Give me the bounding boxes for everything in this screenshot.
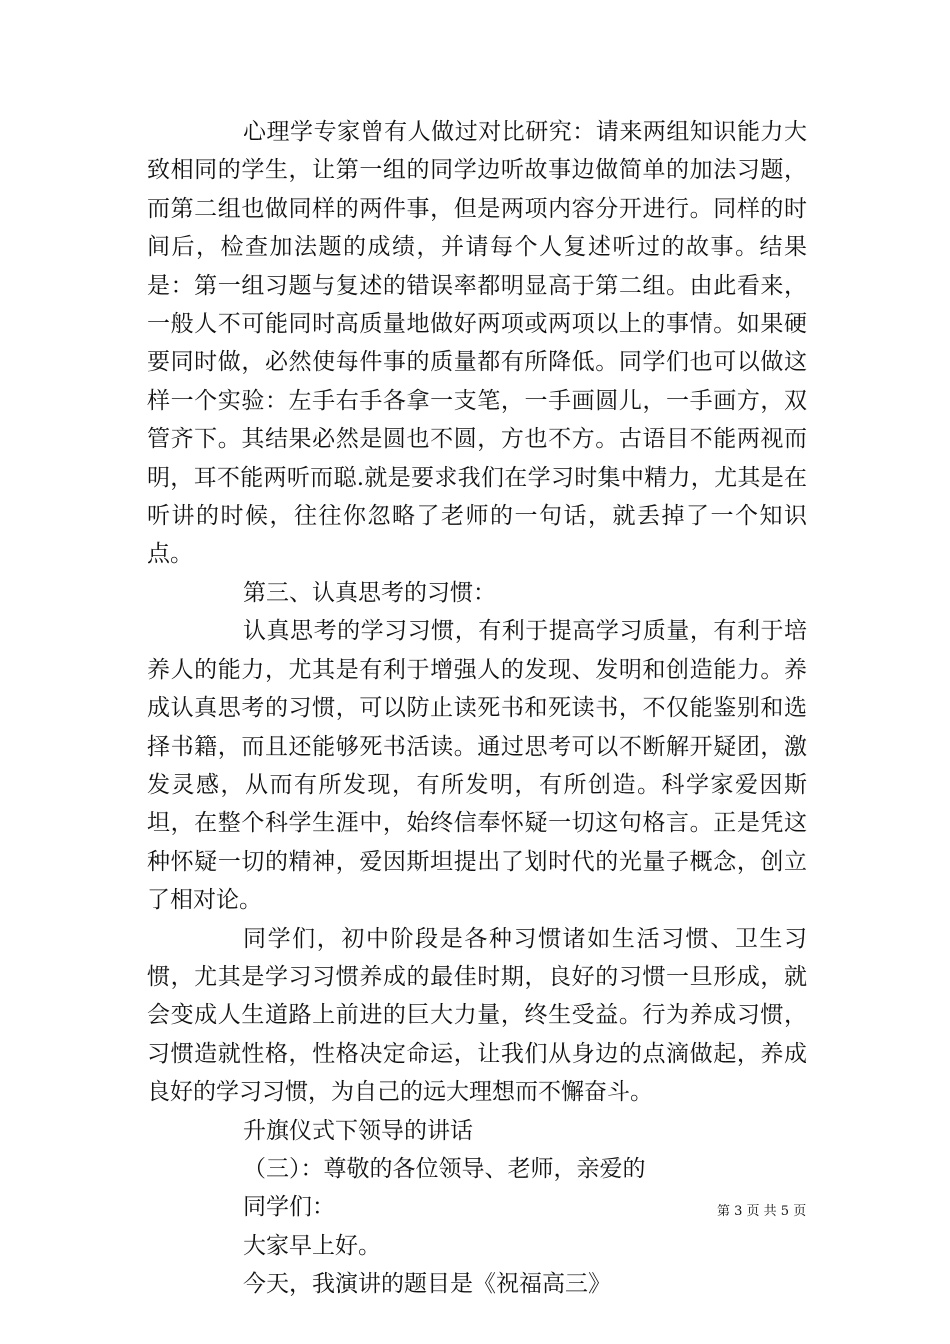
speech-title: 升旗仪式下领导的讲话: [243, 1117, 473, 1144]
section-heading-thinking-habit: 第三、认真思考的习惯：: [243, 579, 496, 606]
paragraph-focus-study: 心理学专家曾有人做过对比研究：请来两组知识能力大致相同的学生，让第一组的同学边听故事边做简单的加法习题，而第二组也做同样的两件事，但是两项内容分开进行。同样的时间后，检查加法题的成绩，并请每个人复述听过的故事。结果是：第一组习题与复述的错误率都明显高于第二组。由此看来，一般人不可能同时高质量地做好两项或两项以上的事情。如果硬要同时做，必然使每件事的质量都有所降低。同学们也可以做这样一个实验：左手右手各拿一支笔，一手画圆儿，一手画方，双管齐下。其结果必然是圆也不圆，方也不方。古语目不能两视而明，耳不能两听而聪.就是要求我们在学习时集中精力，尤其是在听讲的时候，往往你忽略了老师的一句话，就丢掉了一个知识点。: [147, 119, 807, 568]
speech-topic: 今天，我演讲的题目是《祝福高三》: [243, 1271, 611, 1298]
speech-good-morning: 大家早上好。: [243, 1232, 381, 1259]
paragraph-thinking-habit: 认真思考的学习习惯，有利于提高学习质量，有利于培养人的能力，尤其是有利于增强人的发现、发明和创造能力。养成认真思考的习惯，可以防止读死书和死读书，不仅能鉴别和选择书籍，而且还能够死书活读。通过思考可以不断解开疑团，激发灵感，从而有所发现，有所发明，有所创造。科学家爱因斯坦，在整个科学生涯中，始终信奉怀疑一切这句格言。正是凭这种怀疑一切的精神，爱因斯坦提出了划时代的光量子概念，创立了相对论。: [147, 618, 807, 914]
document-body: [147, 113, 807, 1304]
speech-greeting-students: 同学们：: [243, 1194, 335, 1221]
speech-greeting-leaders: （三）：尊敬的各位领导、老师，亲爱的: [243, 1155, 646, 1182]
paragraph-conclusion: 同学们，初中阶段是各种习惯诸如生活习惯、卫生习惯，尤其是学习习惯养成的最佳时期，良好的习惯一旦形成，就会变成人生道路上前进的巨大力量，终生受益。行为养成习惯，习惯造就性格，性格决定命运，让我们从身边的点滴做起，养成良好的学习习惯，为自己的远大理想而不懈奋斗。: [147, 925, 807, 1106]
page-number-footer: 第 3 页 共 5 页: [717, 1204, 807, 1219]
